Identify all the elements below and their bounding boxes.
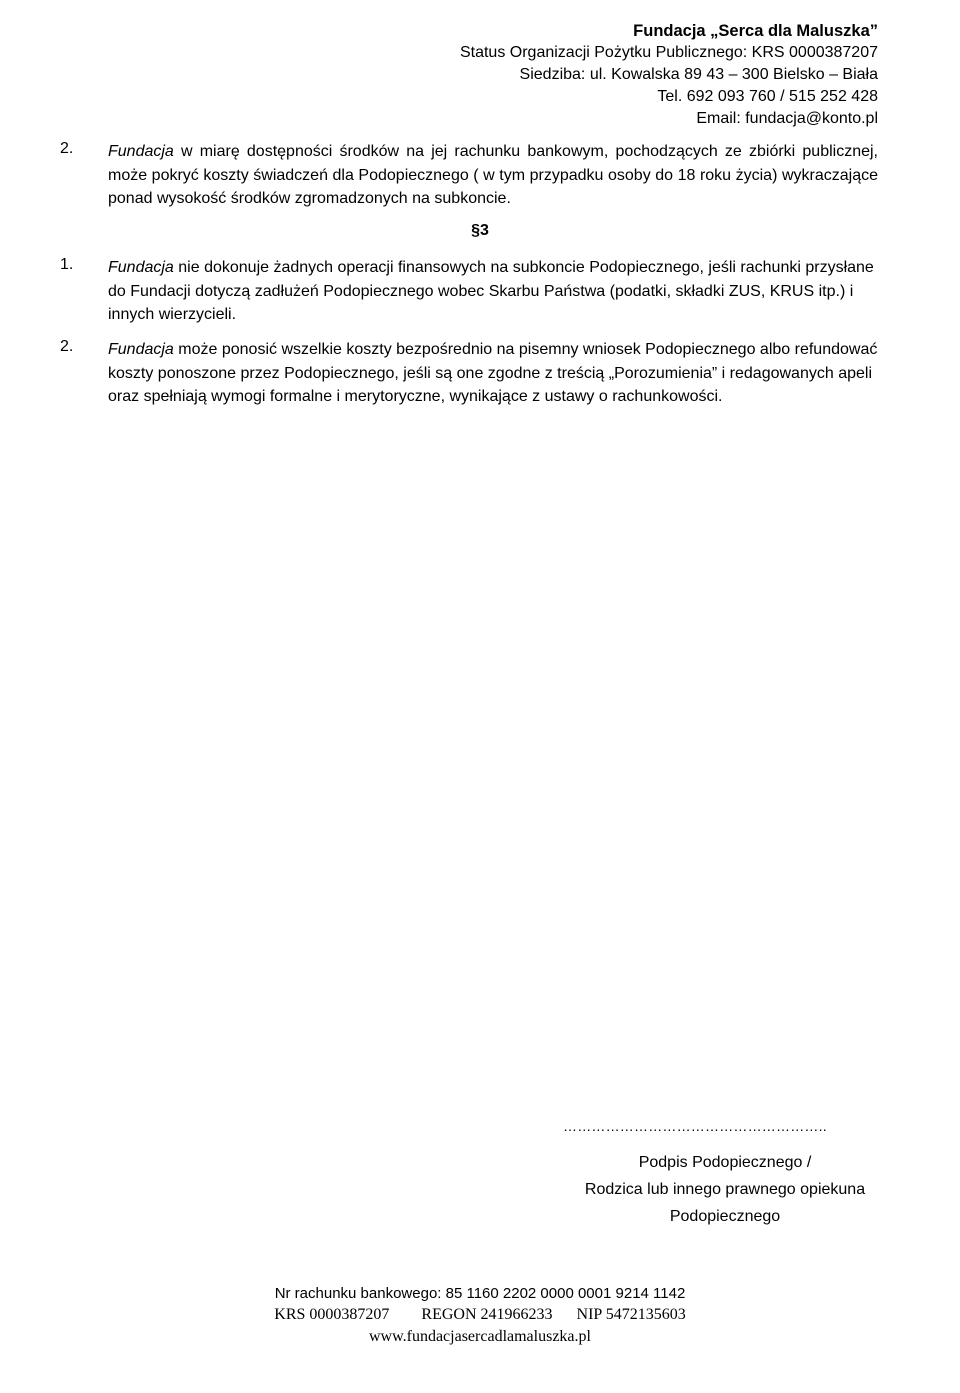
- org-address: Siedziba: ul. Kowalska 89 43 – 300 Bielsko – Biała: [519, 66, 878, 83]
- footer-website: www.fundacjasercadlamaluszka.pl: [369, 1328, 591, 1345]
- letterhead: [460, 20, 878, 130]
- paragraph-number: 1.: [60, 256, 74, 273]
- paragraph-number: 2.: [60, 140, 74, 157]
- paragraph-body: w miarę dostępności środków na jej rachunku bankowym, pochodzących ze zbiórki publicznej, może pokryć koszty świadczeń dla Podopiecznego ( w tym przypadku osoby do 18 roku życia) wykraczające ponad wysokość środków zgromadzonych na subkoncie.: [108, 143, 878, 207]
- paragraph-body: nie dokonuje żadnych operacji finansowych na subkoncie Podopiecznego, jeśli rachunki przysłane do Fundacji dotyczą zadłużeń Podopiecznego wobec Skarbu Państwa (podatki, składki ZUS, KRUS itp.) i innych wierzycieli.: [108, 259, 874, 323]
- footer-registry: KRS 0000387207 REGON 241966233 NIP 5472135603: [274, 1306, 686, 1323]
- paragraph-text: [108, 256, 878, 327]
- paragraph-text: [108, 140, 878, 211]
- signature-label: Podopiecznego: [669, 1208, 781, 1225]
- signature-label: Rodzica lub innego prawnego opiekuna: [584, 1181, 866, 1198]
- paragraph-lead: Fundacja: [108, 259, 174, 276]
- paragraph-number: 2.: [60, 338, 74, 355]
- paragraph-lead: Fundacja: [108, 341, 174, 358]
- signature-line: ………………………………………………..: [563, 1118, 827, 1134]
- paragraph-text: [108, 338, 878, 409]
- org-phone: Tel. 692 093 760 / 515 252 428: [657, 88, 878, 105]
- signature-label: Podpis Podopiecznego /: [638, 1154, 812, 1171]
- org-status: Status Organizacji Pożytku Publicznego: KRS 0000387207: [459, 44, 878, 61]
- org-email: Email: fundacja@konto.pl: [696, 110, 878, 127]
- paragraph-body: może ponosić wszelkie koszty bezpośrednio na pisemny wniosek Podopiecznego albo refundować koszty ponoszone przez Podopiecznego, jeśli są one zgodne z treścią „Porozumienia” i redagowanych apeli oraz spełniają wymogi formalne i merytoryczne, wynikające z ustawy o rachunkowości.: [108, 341, 878, 405]
- section-title: §3: [471, 222, 489, 239]
- footer-account: Nr rachunku bankowego: 85 1160 2202 0000 0001 9214 1142: [274, 1285, 686, 1302]
- org-name: Fundacja „Serca dla Maluszka”: [633, 22, 878, 40]
- paragraph-lead: Fundacja: [108, 143, 174, 160]
